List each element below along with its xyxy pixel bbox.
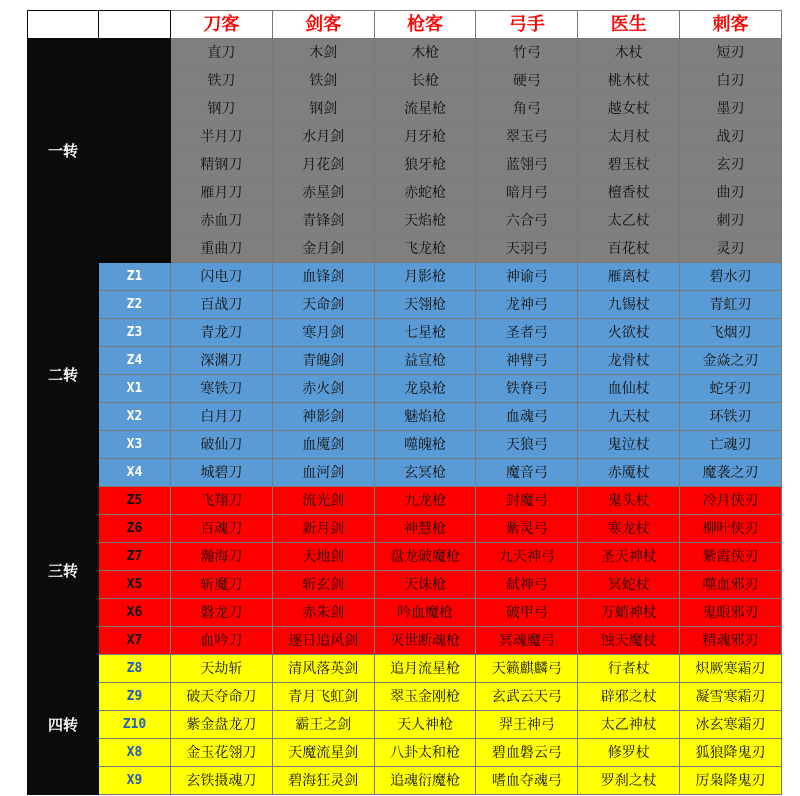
weapon-cell-healer[interactable]: 九天杖 bbox=[578, 403, 680, 431]
table-row bbox=[28, 123, 782, 151]
weapon-cell-blade[interactable]: 百魂刀 bbox=[171, 515, 273, 543]
weapon-cell-healer[interactable]: 雁离杖 bbox=[578, 263, 680, 291]
weapon-cell-assassin[interactable]: 金焱之刃 bbox=[680, 347, 782, 375]
row-code[interactable]: Z1 bbox=[99, 263, 171, 291]
weapon-cell-sword[interactable]: 清风落英剑 bbox=[272, 655, 374, 683]
weapon-cell-healer[interactable]: 冥蛇杖 bbox=[578, 571, 680, 599]
tier-label[interactable]: 三转 bbox=[28, 487, 99, 655]
weapon-cell-healer[interactable]: 木杖 bbox=[578, 39, 680, 67]
weapon-cell-blade[interactable]: 闪电刀 bbox=[171, 263, 273, 291]
weapon-cell-bow[interactable]: 神谕弓 bbox=[476, 263, 578, 291]
table-row bbox=[28, 459, 782, 487]
weapon-cell-spear[interactable]: 天诛枪 bbox=[374, 571, 476, 599]
weapon-cell-assassin[interactable]: 灵刃 bbox=[680, 235, 782, 263]
weapon-cell-blade[interactable]: 城碧刀 bbox=[171, 459, 273, 487]
row-code[interactable]: Z9 bbox=[99, 683, 171, 711]
weapon-cell-sword[interactable]: 寒月剑 bbox=[272, 319, 374, 347]
weapon-cell-sword[interactable]: 碧海狂灵剑 bbox=[272, 767, 374, 795]
weapon-cell-sword[interactable]: 天地剑 bbox=[272, 543, 374, 571]
weapon-cell-blade[interactable]: 金玉花翎刀 bbox=[171, 739, 273, 767]
weapon-cell-healer[interactable]: 蚀天魔杖 bbox=[578, 627, 680, 655]
weapon-cell-sword[interactable]: 流光剑 bbox=[272, 487, 374, 515]
weapon-cell-sword[interactable]: 青月飞虹剑 bbox=[272, 683, 374, 711]
weapon-cell-sword[interactable]: 天命剑 bbox=[272, 291, 374, 319]
table-row bbox=[28, 739, 782, 767]
weapon-cell-assassin[interactable]: 玄刃 bbox=[680, 151, 782, 179]
weapon-cell-assassin[interactable]: 柳叶侠刃 bbox=[680, 515, 782, 543]
weapon-cell-spear[interactable]: 九龙枪 bbox=[374, 487, 476, 515]
weapon-cell-spear[interactable]: 天翎枪 bbox=[374, 291, 476, 319]
weapon-cell-blade[interactable]: 寒铁刀 bbox=[171, 375, 273, 403]
weapon-cell-spear[interactable]: 魅焰枪 bbox=[374, 403, 476, 431]
weapon-cell-blade[interactable]: 天劫斩 bbox=[171, 655, 273, 683]
weapon-cell-assassin[interactable]: 狐狼降鬼刃 bbox=[680, 739, 782, 767]
weapon-cell-assassin[interactable]: 凝雪寒霜刃 bbox=[680, 683, 782, 711]
row-code[interactable]: X4 bbox=[99, 459, 171, 487]
weapon-cell-blade[interactable]: 百战刀 bbox=[171, 291, 273, 319]
weapon-cell-bow[interactable]: 硬弓 bbox=[476, 67, 578, 95]
weapon-cell-assassin[interactable]: 精魂邪刃 bbox=[680, 627, 782, 655]
weapon-cell-sword[interactable]: 木剑 bbox=[272, 39, 374, 67]
weapon-cell-spear[interactable]: 赤蛇枪 bbox=[374, 179, 476, 207]
weapon-cell-healer[interactable]: 太乙神杖 bbox=[578, 711, 680, 739]
weapon-cell-bow[interactable]: 龙神弓 bbox=[476, 291, 578, 319]
weapon-cell-assassin[interactable]: 冰玄寒霜刃 bbox=[680, 711, 782, 739]
weapon-cell-blade[interactable]: 玄铁摄魂刀 bbox=[171, 767, 273, 795]
row-code[interactable] bbox=[99, 95, 171, 123]
table-row bbox=[28, 711, 782, 739]
weapon-cell-bow[interactable]: 血魂弓 bbox=[476, 403, 578, 431]
weapon-cell-bow[interactable]: 蓝翎弓 bbox=[476, 151, 578, 179]
table-row bbox=[28, 375, 782, 403]
row-code[interactable] bbox=[99, 151, 171, 179]
table-row bbox=[28, 179, 782, 207]
weapon-cell-sword[interactable]: 铁剑 bbox=[272, 67, 374, 95]
weapon-cell-assassin[interactable]: 青虹刃 bbox=[680, 291, 782, 319]
class-header-assassin[interactable]: 刺客 bbox=[680, 11, 782, 39]
weapon-cell-healer[interactable]: 太乙杖 bbox=[578, 207, 680, 235]
weapon-cell-assassin[interactable]: 鬼眼邪刃 bbox=[680, 599, 782, 627]
weapon-cell-sword[interactable]: 霸王之剑 bbox=[272, 711, 374, 739]
weapon-cell-spear[interactable]: 噬魄枪 bbox=[374, 431, 476, 459]
weapon-cell-sword[interactable]: 逐日追风剑 bbox=[272, 627, 374, 655]
weapon-cell-blade[interactable]: 青龙刀 bbox=[171, 319, 273, 347]
weapon-cell-blade[interactable]: 紫金盘龙刀 bbox=[171, 711, 273, 739]
row-code[interactable]: Z3 bbox=[99, 319, 171, 347]
row-code[interactable]: X2 bbox=[99, 403, 171, 431]
weapon-cell-bow[interactable]: 暗月弓 bbox=[476, 179, 578, 207]
weapon-cell-sword[interactable]: 赤火剑 bbox=[272, 375, 374, 403]
header-row bbox=[28, 11, 782, 39]
weapon-cell-assassin[interactable]: 短刃 bbox=[680, 39, 782, 67]
weapon-cell-sword[interactable]: 神影剑 bbox=[272, 403, 374, 431]
weapon-cell-blade[interactable]: 雁月刀 bbox=[171, 179, 273, 207]
weapon-cell-healer[interactable]: 圣天神杖 bbox=[578, 543, 680, 571]
weapon-cell-spear[interactable]: 狼牙枪 bbox=[374, 151, 476, 179]
weapon-cell-blade[interactable]: 赤血刀 bbox=[171, 207, 273, 235]
weapon-cell-healer[interactable]: 百花杖 bbox=[578, 235, 680, 263]
weapon-cell-spear[interactable]: 天人神枪 bbox=[374, 711, 476, 739]
weapon-cell-blade[interactable]: 半月刀 bbox=[171, 123, 273, 151]
weapon-cell-assassin[interactable]: 刺刃 bbox=[680, 207, 782, 235]
weapon-cell-bow[interactable]: 冥魂魔弓 bbox=[476, 627, 578, 655]
table-row bbox=[28, 95, 782, 123]
weapon-cell-blade[interactable]: 深渊刀 bbox=[171, 347, 273, 375]
class-header-bow[interactable]: 弓手 bbox=[476, 11, 578, 39]
weapon-cell-healer[interactable]: 鬼头杖 bbox=[578, 487, 680, 515]
weapon-cell-bow[interactable]: 玄武云天弓 bbox=[476, 683, 578, 711]
table-row bbox=[28, 235, 782, 263]
weapon-cell-assassin[interactable]: 噬血邪刃 bbox=[680, 571, 782, 599]
blank-header-cell bbox=[28, 11, 99, 39]
weapon-cell-spear[interactable]: 灭世断魂枪 bbox=[374, 627, 476, 655]
row-code[interactable]: X9 bbox=[99, 767, 171, 795]
weapon-cell-sword[interactable]: 青魄剑 bbox=[272, 347, 374, 375]
table-row bbox=[28, 263, 782, 291]
spreadsheet bbox=[27, 10, 781, 795]
weapon-cell-bow[interactable]: 羿王神弓 bbox=[476, 711, 578, 739]
weapon-cell-blade[interactable]: 斩魔刀 bbox=[171, 571, 273, 599]
table-row bbox=[28, 207, 782, 235]
weapon-tier-table bbox=[27, 10, 782, 795]
row-code[interactable]: Z10 bbox=[99, 711, 171, 739]
row-code[interactable] bbox=[99, 67, 171, 95]
weapon-cell-healer[interactable]: 万蛸神杖 bbox=[578, 599, 680, 627]
table-row bbox=[28, 543, 782, 571]
table-row bbox=[28, 571, 782, 599]
weapon-cell-bow[interactable]: 圣者弓 bbox=[476, 319, 578, 347]
weapon-cell-sword[interactable]: 血魇剑 bbox=[272, 431, 374, 459]
weapon-cell-assassin[interactable]: 白刃 bbox=[680, 67, 782, 95]
weapon-cell-sword[interactable]: 青锋剑 bbox=[272, 207, 374, 235]
weapon-cell-bow[interactable]: 碧血磐云弓 bbox=[476, 739, 578, 767]
weapon-cell-blade[interactable]: 破仙刀 bbox=[171, 431, 273, 459]
weapon-cell-spear[interactable]: 吟血魔枪 bbox=[374, 599, 476, 627]
weapon-cell-blade[interactable]: 钢刀 bbox=[171, 95, 273, 123]
weapon-cell-spear[interactable]: 八卦太和枪 bbox=[374, 739, 476, 767]
weapon-cell-assassin[interactable]: 紫霞侠刃 bbox=[680, 543, 782, 571]
table-row bbox=[28, 403, 782, 431]
row-code[interactable]: X7 bbox=[99, 627, 171, 655]
table-body bbox=[28, 39, 782, 795]
weapon-cell-blade[interactable]: 铁刀 bbox=[171, 67, 273, 95]
weapon-cell-bow[interactable]: 弑神弓 bbox=[476, 571, 578, 599]
weapon-cell-bow[interactable]: 角弓 bbox=[476, 95, 578, 123]
weapon-cell-assassin[interactable]: 炽厥寒霜刃 bbox=[680, 655, 782, 683]
row-code[interactable]: Z2 bbox=[99, 291, 171, 319]
weapon-cell-healer[interactable]: 碧玉杖 bbox=[578, 151, 680, 179]
weapon-cell-bow[interactable]: 天籁麒麟弓 bbox=[476, 655, 578, 683]
weapon-cell-bow[interactable]: 天羽弓 bbox=[476, 235, 578, 263]
weapon-cell-assassin[interactable]: 墨刃 bbox=[680, 95, 782, 123]
weapon-cell-sword[interactable]: 赤朱剑 bbox=[272, 599, 374, 627]
weapon-cell-assassin[interactable]: 曲刃 bbox=[680, 179, 782, 207]
weapon-cell-healer[interactable]: 太月杖 bbox=[578, 123, 680, 151]
weapon-cell-spear[interactable]: 益宣枪 bbox=[374, 347, 476, 375]
weapon-cell-healer[interactable]: 行者杖 bbox=[578, 655, 680, 683]
weapon-cell-assassin[interactable]: 环铁刃 bbox=[680, 403, 782, 431]
weapon-cell-assassin[interactable]: 蛇牙刃 bbox=[680, 375, 782, 403]
row-code[interactable] bbox=[99, 179, 171, 207]
weapon-cell-sword[interactable]: 新月剑 bbox=[272, 515, 374, 543]
weapon-cell-spear[interactable]: 飞龙枪 bbox=[374, 235, 476, 263]
weapon-cell-bow[interactable]: 封魔弓 bbox=[476, 487, 578, 515]
row-code[interactable]: Z5 bbox=[99, 487, 171, 515]
weapon-cell-sword[interactable]: 金月剑 bbox=[272, 235, 374, 263]
weapon-cell-blade[interactable]: 瀚海刀 bbox=[171, 543, 273, 571]
class-header-healer[interactable]: 医生 bbox=[578, 11, 680, 39]
weapon-cell-spear[interactable]: 木枪 bbox=[374, 39, 476, 67]
blank-header-cell bbox=[99, 11, 171, 39]
table-row bbox=[28, 67, 782, 95]
weapon-cell-healer[interactable]: 寒龙杖 bbox=[578, 515, 680, 543]
table-row bbox=[28, 151, 782, 179]
weapon-cell-spear[interactable]: 月牙枪 bbox=[374, 123, 476, 151]
weapon-cell-bow[interactable]: 天狼弓 bbox=[476, 431, 578, 459]
row-code[interactable] bbox=[99, 207, 171, 235]
weapon-cell-bow[interactable]: 紫灵弓 bbox=[476, 515, 578, 543]
weapon-cell-healer[interactable]: 辟邪之杖 bbox=[578, 683, 680, 711]
weapon-cell-bow[interactable]: 六合弓 bbox=[476, 207, 578, 235]
row-code[interactable]: X3 bbox=[99, 431, 171, 459]
table-row bbox=[28, 599, 782, 627]
weapon-cell-sword[interactable]: 赤星剑 bbox=[272, 179, 374, 207]
row-code[interactable]: X8 bbox=[99, 739, 171, 767]
row-code[interactable]: Z4 bbox=[99, 347, 171, 375]
weapon-cell-assassin[interactable]: 碧水刃 bbox=[680, 263, 782, 291]
weapon-cell-blade[interactable]: 血吟刀 bbox=[171, 627, 273, 655]
weapon-cell-assassin[interactable]: 战刃 bbox=[680, 123, 782, 151]
table-row bbox=[28, 655, 782, 683]
row-code[interactable]: Z7 bbox=[99, 543, 171, 571]
weapon-cell-bow[interactable]: 魔音弓 bbox=[476, 459, 578, 487]
weapon-cell-spear[interactable]: 龙泉枪 bbox=[374, 375, 476, 403]
row-code[interactable]: X6 bbox=[99, 599, 171, 627]
weapon-cell-sword[interactable]: 天魔流星剑 bbox=[272, 739, 374, 767]
weapon-cell-blade[interactable]: 直刀 bbox=[171, 39, 273, 67]
weapon-cell-assassin[interactable]: 亡魂刃 bbox=[680, 431, 782, 459]
row-code[interactable] bbox=[99, 123, 171, 151]
row-code[interactable]: X1 bbox=[99, 375, 171, 403]
table-row bbox=[28, 319, 782, 347]
weapon-cell-spear[interactable]: 长枪 bbox=[374, 67, 476, 95]
table-row bbox=[28, 431, 782, 459]
weapon-cell-healer[interactable]: 越女杖 bbox=[578, 95, 680, 123]
table-row bbox=[28, 291, 782, 319]
weapon-cell-healer[interactable]: 火欲杖 bbox=[578, 319, 680, 347]
weapon-cell-healer[interactable]: 罗刹之杖 bbox=[578, 767, 680, 795]
table-row bbox=[28, 627, 782, 655]
weapon-cell-spear[interactable]: 翠玉金刚枪 bbox=[374, 683, 476, 711]
row-code[interactable]: Z6 bbox=[99, 515, 171, 543]
weapon-cell-bow[interactable]: 竹弓 bbox=[476, 39, 578, 67]
weapon-cell-assassin[interactable]: 冷月侠刃 bbox=[680, 487, 782, 515]
row-code[interactable] bbox=[99, 39, 171, 67]
weapon-cell-spear[interactable]: 玄冥枪 bbox=[374, 459, 476, 487]
row-code[interactable]: Z8 bbox=[99, 655, 171, 683]
weapon-cell-healer[interactable]: 龙骨杖 bbox=[578, 347, 680, 375]
table-row bbox=[28, 347, 782, 375]
weapon-cell-healer[interactable]: 檀香杖 bbox=[578, 179, 680, 207]
weapon-cell-bow[interactable]: 翠玉弓 bbox=[476, 123, 578, 151]
table-row bbox=[28, 767, 782, 795]
table-row bbox=[28, 683, 782, 711]
weapon-cell-blade[interactable]: 破天夺命刀 bbox=[171, 683, 273, 711]
weapon-cell-healer[interactable]: 赤魇杖 bbox=[578, 459, 680, 487]
weapon-cell-spear[interactable]: 盘龙破魔枪 bbox=[374, 543, 476, 571]
weapon-cell-bow[interactable]: 嗜血夺魂弓 bbox=[476, 767, 578, 795]
tier-label[interactable]: 四转 bbox=[28, 655, 99, 795]
table-row bbox=[28, 487, 782, 515]
weapon-cell-bow[interactable]: 铁脊弓 bbox=[476, 375, 578, 403]
weapon-cell-sword[interactable]: 血锋剑 bbox=[272, 263, 374, 291]
weapon-cell-healer[interactable]: 鬼泣杖 bbox=[578, 431, 680, 459]
weapon-cell-assassin[interactable]: 飞烟刃 bbox=[680, 319, 782, 347]
weapon-cell-spear[interactable]: 天焰枪 bbox=[374, 207, 476, 235]
weapon-cell-spear[interactable]: 七星枪 bbox=[374, 319, 476, 347]
weapon-cell-sword[interactable]: 斩玄剑 bbox=[272, 571, 374, 599]
weapon-cell-assassin[interactable]: 魔袭之刃 bbox=[680, 459, 782, 487]
weapon-cell-bow[interactable]: 神臂弓 bbox=[476, 347, 578, 375]
row-code[interactable]: X5 bbox=[99, 571, 171, 599]
weapon-cell-assassin[interactable]: 厉枭降鬼刃 bbox=[680, 767, 782, 795]
row-code[interactable] bbox=[99, 235, 171, 263]
weapon-cell-spear[interactable]: 流星枪 bbox=[374, 95, 476, 123]
tier-label[interactable]: 一转 bbox=[28, 39, 99, 263]
weapon-cell-healer[interactable]: 修罗杖 bbox=[578, 739, 680, 767]
class-header-spear[interactable]: 枪客 bbox=[374, 11, 476, 39]
class-header-sword[interactable]: 剑客 bbox=[272, 11, 374, 39]
weapon-cell-sword[interactable]: 水月剑 bbox=[272, 123, 374, 151]
tier-label[interactable]: 二转 bbox=[28, 263, 99, 487]
class-header-blade[interactable]: 刀客 bbox=[171, 11, 273, 39]
weapon-cell-sword[interactable]: 钢剑 bbox=[272, 95, 374, 123]
weapon-cell-sword[interactable]: 血河剑 bbox=[272, 459, 374, 487]
weapon-cell-healer[interactable]: 血仙杖 bbox=[578, 375, 680, 403]
weapon-cell-blade[interactable]: 精钢刀 bbox=[171, 151, 273, 179]
weapon-cell-spear[interactable]: 追魂衍魔枪 bbox=[374, 767, 476, 795]
weapon-cell-bow[interactable]: 九天神弓 bbox=[476, 543, 578, 571]
weapon-cell-healer[interactable]: 九锡杖 bbox=[578, 291, 680, 319]
table-row bbox=[28, 39, 782, 67]
weapon-cell-sword[interactable]: 月花剑 bbox=[272, 151, 374, 179]
weapon-cell-spear[interactable]: 月影枪 bbox=[374, 263, 476, 291]
weapon-cell-spear[interactable]: 追月流星枪 bbox=[374, 655, 476, 683]
weapon-cell-blade[interactable]: 飞翔刀 bbox=[171, 487, 273, 515]
weapon-cell-blade[interactable]: 磐龙刀 bbox=[171, 599, 273, 627]
weapon-cell-blade[interactable]: 重曲刀 bbox=[171, 235, 273, 263]
table-row bbox=[28, 515, 782, 543]
weapon-cell-blade[interactable]: 白月刀 bbox=[171, 403, 273, 431]
weapon-cell-spear[interactable]: 神慧枪 bbox=[374, 515, 476, 543]
weapon-cell-healer[interactable]: 桃木杖 bbox=[578, 67, 680, 95]
weapon-cell-bow[interactable]: 破甲弓 bbox=[476, 599, 578, 627]
